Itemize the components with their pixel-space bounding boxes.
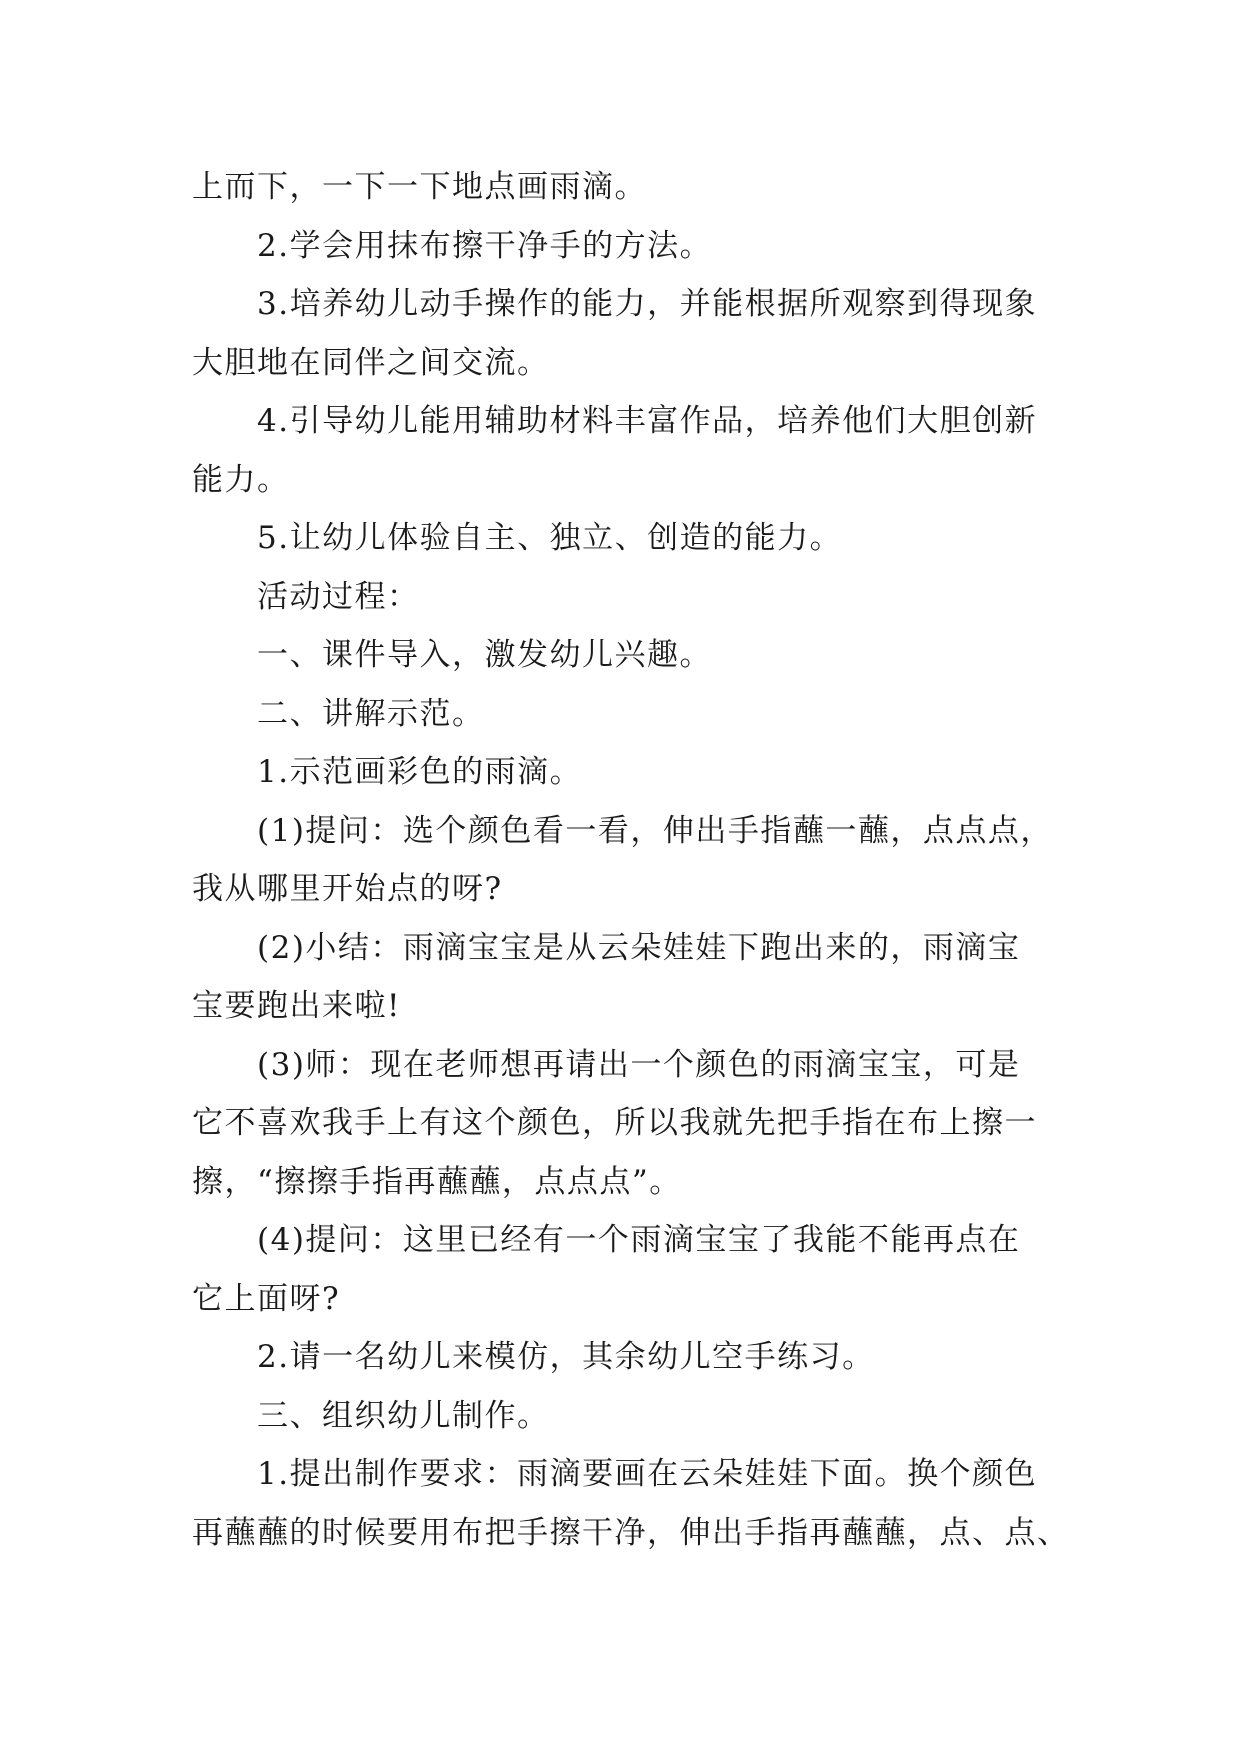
text-line: 4.引导幼儿能用辅助材料丰富作品，培养他们大胆创新 bbox=[257, 403, 1038, 439]
text-line: 能力。 bbox=[192, 461, 290, 498]
text-line: 一、课件导入，激发幼儿兴趣。 bbox=[257, 637, 712, 673]
text-line: 我从哪里开始点的呀? bbox=[192, 871, 503, 907]
document-body bbox=[192, 158, 1070, 1562]
text-line: 1.示范画彩色的雨滴。 bbox=[257, 754, 583, 790]
text-line: 2.学会用抹布擦干净手的方法。 bbox=[257, 227, 713, 264]
text-line: 擦，“擦擦手指再蘸蘸，点点点”。 bbox=[192, 1163, 682, 1200]
text-line: 它上面呀? bbox=[192, 1280, 341, 1317]
text-line: 大胆地在同伴之间交流。 bbox=[192, 344, 550, 381]
text-line: 活动过程： bbox=[257, 578, 420, 615]
text-line: 1.提出制作要求：雨滴要画在云朵娃娃下面。换个颜色 bbox=[257, 1456, 1038, 1492]
text-line: 5.让幼儿体验自主、独立、创造的能力。 bbox=[257, 520, 843, 556]
text-line: 三、组织幼儿制作。 bbox=[257, 1397, 550, 1434]
text-line: (2)小结：雨滴宝宝是从云朵娃娃下跑出来的，雨滴宝 bbox=[257, 929, 1021, 966]
text-line: (1)提问：选个颜色看一看，伸出手指蘸一蘸，点点点， bbox=[257, 812, 1053, 849]
text-line: 它不喜欢我手上有这个颜色，所以我就先把手指在布上擦一 bbox=[192, 1105, 1037, 1141]
text-line: 2.请一名幼儿来模仿，其余幼儿空手练习。 bbox=[257, 1339, 875, 1375]
text-line: 上而下，一下一下地点画雨滴。 bbox=[192, 169, 647, 205]
text-line: 再蘸蘸的时候要用布把手擦干净，伸出手指再蘸蘸，点、点、 bbox=[192, 1514, 1070, 1551]
text-line: (4)提问：这里已经有一个雨滴宝宝了我能不能再点在 bbox=[257, 1222, 1021, 1258]
text-line: (3)师：现在老师想再请出一个颜色的雨滴宝宝，可是 bbox=[257, 1046, 1021, 1083]
text-line: 宝要跑出来啦! bbox=[192, 988, 401, 1024]
text-line: 二、讲解示范。 bbox=[257, 695, 485, 732]
text-line: 3.培养幼儿动手操作的能力，并能根据所观察到得现象 bbox=[257, 286, 1038, 322]
